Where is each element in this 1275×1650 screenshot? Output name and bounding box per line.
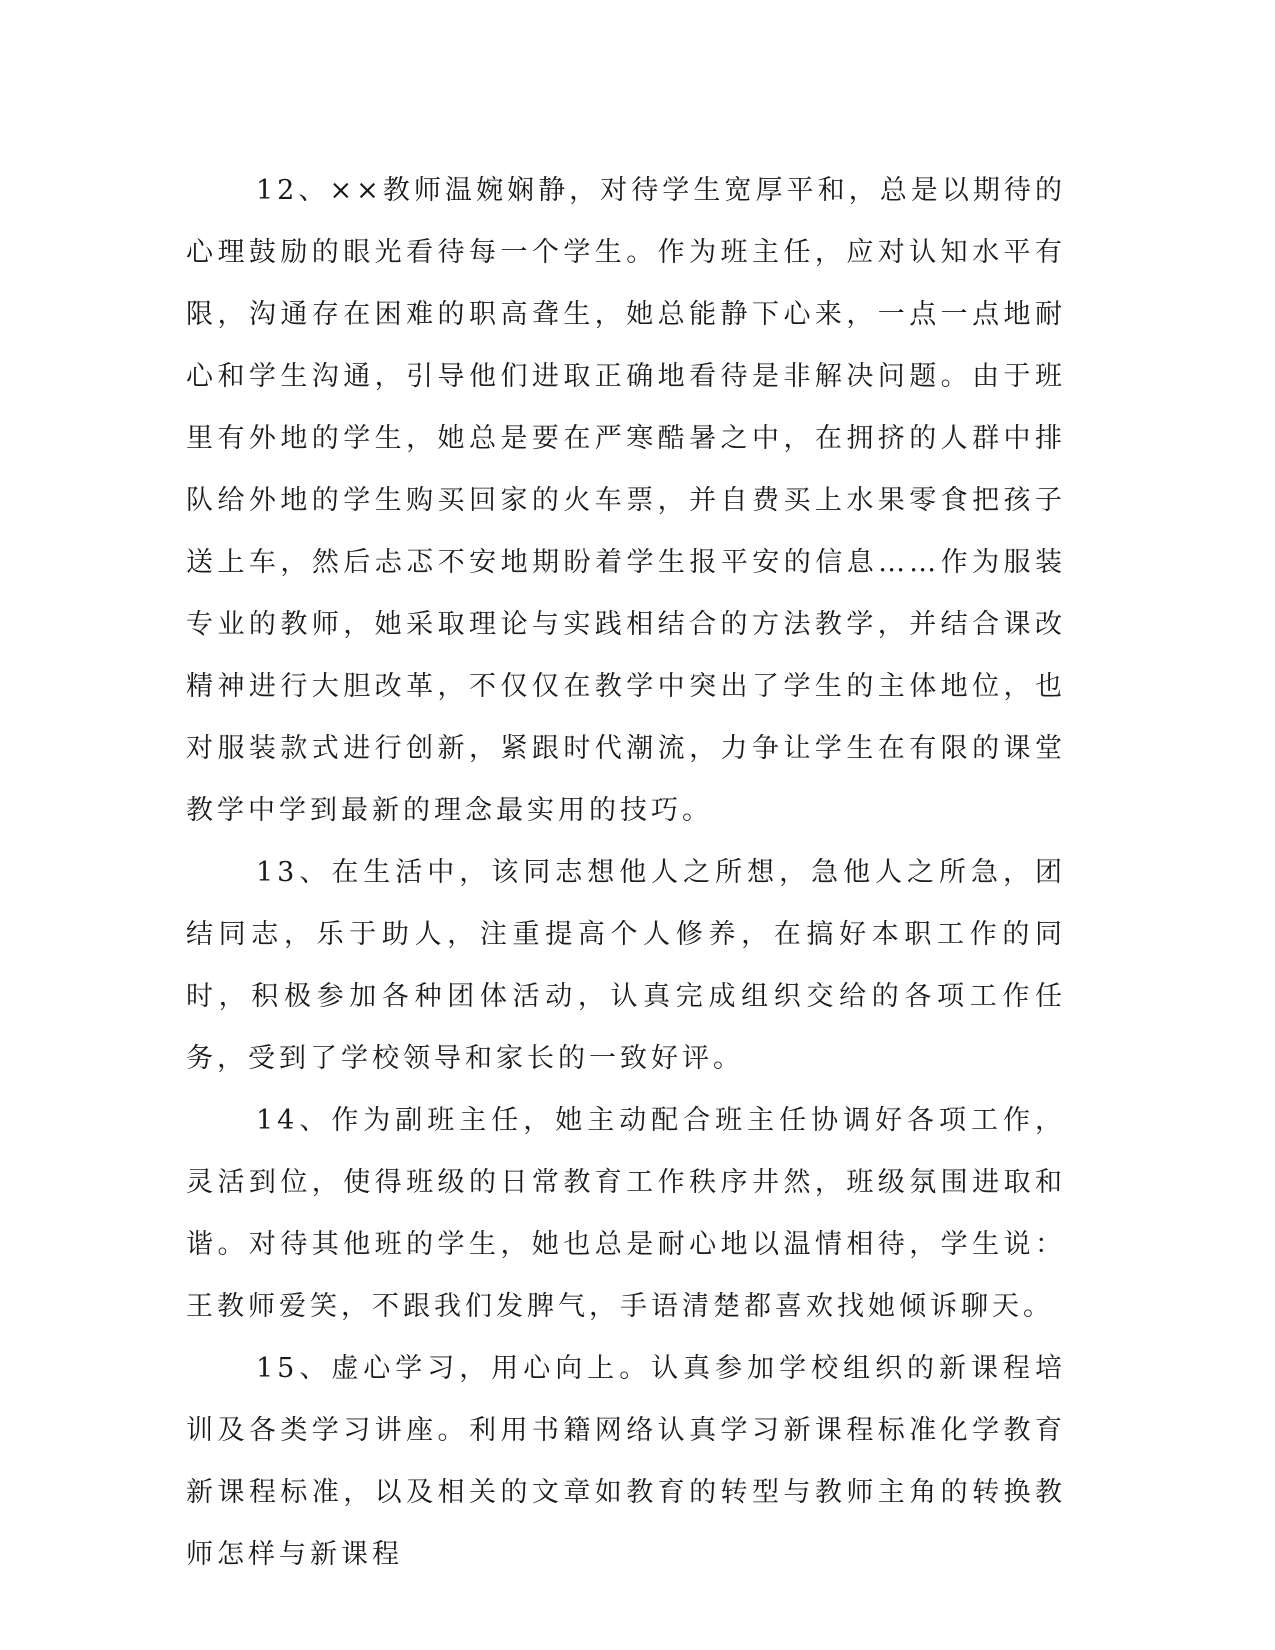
document-body (186, 160, 1066, 1586)
paragraph-14: 14、作为副班主任，她主动配合班主任协调好各项工作，灵活到位，使得班级的日常教育工作秩序井然，班级氛围进取和谐。对待其他班的学生，她也总是耐心地以温情相待，学生说：王教师爱笑，不跟我们发脾气，手语清楚都喜欢找她倾诉聊天。 (186, 1105, 1066, 1322)
paragraph-15: 15、虚心学习，用心向上。认真参加学校组织的新课程培训及各类学习讲座。利用书籍网络认真学习新课程标准化学教育新课程标准，以及相关的文章如教育的转型与教师主角的转换教师怎样与新课程 (186, 1353, 1066, 1570)
paragraph-12: 12、××教师温婉娴静，对待学生宽厚平和，总是以期待的心理鼓励的眼光看待每一个学生。作为班主任，应对认知水平有限，沟通存在困难的职高聋生，她总能静下心来，一点一点地耐心和学生沟通，引导他们进取正确地看待是非解决问题。由于班里有外地的学生，她总是要在严寒酷暑之中，在拥挤的人群中排队给外地的学生购买回家的火车票，并自费买上水果零食把孩子送上车，然后忐忑不安地期盼着学生报平安的信息……作为服装专业的教师，她采取理论与实践相结合的方法教学，并结合课改精神进行大胆改革，不仅仅在教学中突出了学生的主体地位，也对服装款式进行创新，紧跟时代潮流，力争让学生在有限的课堂教学中学到最新的理念最实用的技巧。 (186, 175, 1066, 826)
paragraph-13: 13、在生活中，该同志想他人之所想，急他人之所急，团结同志，乐于助人，注重提高个人修养，在搞好本职工作的同时，积极参加各种团体活动，认真完成组织交给的各项工作任务，受到了学校领导和家长的一致好评。 (186, 857, 1066, 1074)
